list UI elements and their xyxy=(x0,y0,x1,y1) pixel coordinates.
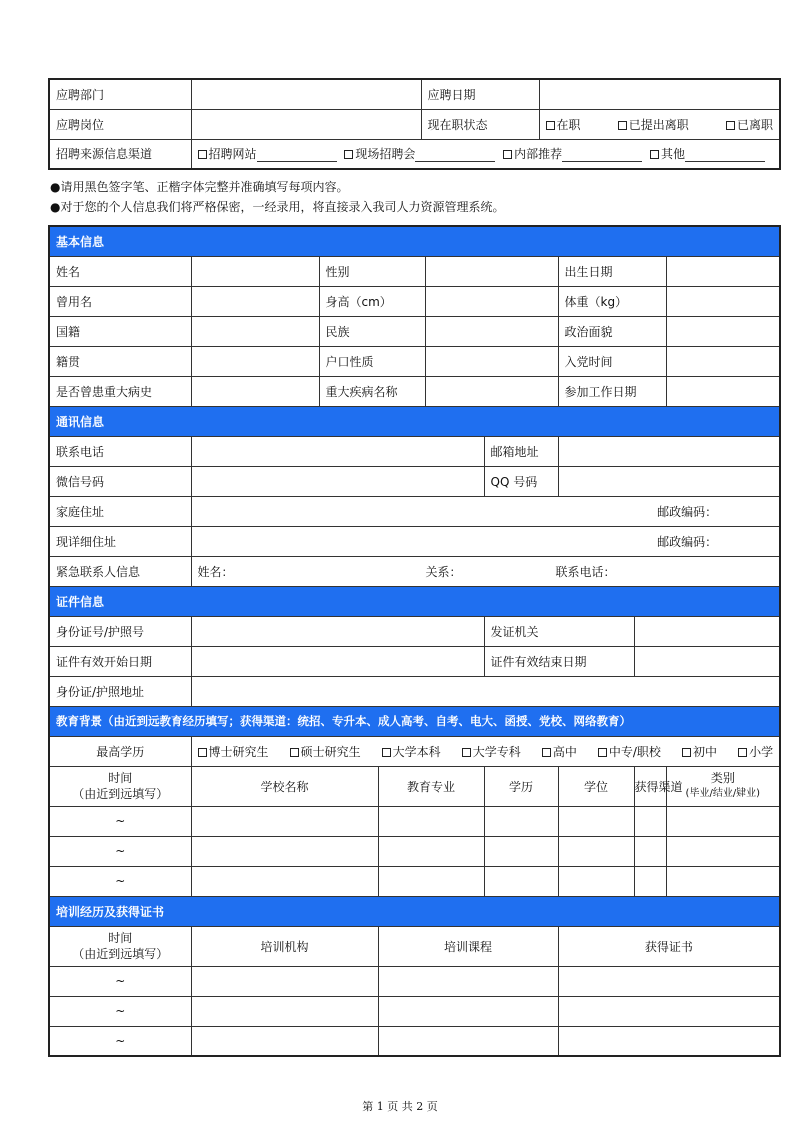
height-label: 身高（cm） xyxy=(319,286,425,316)
source-option[interactable]: 招聘网站 xyxy=(198,145,337,162)
train-row-org[interactable] xyxy=(191,966,378,996)
checkbox-icon[interactable] xyxy=(726,121,735,130)
emergency-relation-label: 关系： xyxy=(425,565,462,579)
checkbox-icon[interactable] xyxy=(198,748,207,757)
edu-row-time[interactable]: ~ xyxy=(49,866,191,896)
checkbox-icon[interactable] xyxy=(650,150,659,159)
political-label: 政治面貌 xyxy=(558,316,666,346)
edu-row-time[interactable]: ~ xyxy=(49,806,191,836)
wechat-input[interactable] xyxy=(191,466,484,496)
status-option[interactable]: 已离职 xyxy=(726,116,773,133)
edu-row-level[interactable] xyxy=(484,806,558,836)
degree-option[interactable]: 硕士研究生 xyxy=(290,743,361,760)
status-option[interactable]: 在职 xyxy=(546,116,581,133)
edu-major-header: 教育专业 xyxy=(378,766,484,806)
edu-row-type[interactable] xyxy=(666,806,780,836)
qq-input[interactable] xyxy=(558,466,780,496)
edu-row-major[interactable] xyxy=(378,866,484,896)
former-name-label: 曾用名 xyxy=(49,286,191,316)
train-row-time[interactable]: ~ xyxy=(49,996,191,1026)
checkbox-icon[interactable] xyxy=(598,748,607,757)
party-date-label: 入党时间 xyxy=(558,346,666,376)
train-course-header: 培训课程 xyxy=(378,926,558,966)
train-row-time[interactable]: ~ xyxy=(49,1026,191,1056)
hukou-input[interactable] xyxy=(425,346,558,376)
edu-row-degree[interactable] xyxy=(558,806,634,836)
edu-level-header: 学历 xyxy=(484,766,558,806)
instruction-line: ●请用黑色签字笔、正楷字体完整并准确填写每项内容。 xyxy=(50,180,349,194)
train-row-course[interactable] xyxy=(378,966,558,996)
native-place-input[interactable] xyxy=(191,346,319,376)
illness-name-input[interactable] xyxy=(425,376,558,406)
edu-row-level[interactable] xyxy=(484,836,558,866)
current-address-label: 现详细住址 xyxy=(49,526,191,556)
id-number-input[interactable] xyxy=(191,616,484,646)
degree-option[interactable]: 中专/职校 xyxy=(598,743,661,760)
date-input[interactable] xyxy=(539,79,780,109)
train-time-header: 时间 （由近到远填写） xyxy=(49,926,191,966)
source-option[interactable]: 现场招聘会 xyxy=(344,145,495,162)
source-option[interactable]: 内部推荐 xyxy=(503,145,642,162)
degree-option[interactable]: 大学专科 xyxy=(462,743,521,760)
instruction-line: ●对于您的个人信息我们将严格保密，一经录用，将直接录入我司人力资源管理系统。 xyxy=(50,200,505,214)
illness-name-label: 重大疾病名称 xyxy=(319,376,425,406)
valid-start-label: 证件有效开始日期 xyxy=(49,646,191,676)
email-input[interactable] xyxy=(558,436,780,466)
work-start-label: 参加工作日期 xyxy=(558,376,666,406)
edu-school-header: 学校名称 xyxy=(191,766,378,806)
valid-end-label: 证件有效结束日期 xyxy=(484,646,634,676)
ethnicity-label: 民族 xyxy=(319,316,425,346)
former-name-input[interactable] xyxy=(191,286,319,316)
political-input[interactable] xyxy=(666,316,780,346)
emergency-label: 紧急联系人信息 xyxy=(49,556,191,586)
application-form-table xyxy=(48,225,781,1057)
train-row-course[interactable] xyxy=(378,1026,558,1056)
checkbox-icon[interactable] xyxy=(290,748,299,757)
edu-channel-header: 获得渠道 xyxy=(634,766,666,806)
dept-label: 应聘部门 xyxy=(49,79,191,109)
native-place-label: 籍贯 xyxy=(49,346,191,376)
train-org-header: 培训机构 xyxy=(191,926,378,966)
edu-row-channel[interactable] xyxy=(634,836,666,866)
train-row-course[interactable] xyxy=(378,996,558,1026)
checkbox-icon[interactable] xyxy=(198,150,207,159)
name-input[interactable] xyxy=(191,256,319,286)
section-training: 培训经历及获得证书 xyxy=(49,896,780,926)
nationality-label: 国籍 xyxy=(49,316,191,346)
weight-input[interactable] xyxy=(666,286,780,316)
section-education: 教育背景（由近到远教育经历填写；获得渠道：统招、专升本、成人高考、自考、电大、函授、党校、网络教育） xyxy=(49,706,780,736)
instructions xyxy=(50,177,504,217)
home-address-input[interactable] xyxy=(191,496,780,526)
emergency-input[interactable] xyxy=(191,556,780,586)
nationality-input[interactable] xyxy=(191,316,319,346)
gender-input[interactable] xyxy=(425,256,558,286)
edu-row-major[interactable] xyxy=(378,836,484,866)
status-label: 现在职状态 xyxy=(421,109,539,139)
page-footer: 第 1 页 共 2 页 xyxy=(362,1100,438,1113)
illness-history-input[interactable] xyxy=(191,376,319,406)
edu-degree-header: 学位 xyxy=(558,766,634,806)
position-label: 应聘岗位 xyxy=(49,109,191,139)
home-address-label: 家庭住址 xyxy=(49,496,191,526)
edu-row-degree[interactable] xyxy=(558,836,634,866)
email-label: 邮箱地址 xyxy=(484,436,558,466)
edu-row-type[interactable] xyxy=(666,866,780,896)
train-row-time[interactable]: ~ xyxy=(49,966,191,996)
edu-row-channel[interactable] xyxy=(634,866,666,896)
edu-row-school[interactable] xyxy=(191,836,378,866)
phone-input[interactable] xyxy=(191,436,484,466)
degree-option[interactable]: 高中 xyxy=(542,743,577,760)
edu-time-header: 时间 （由近到远填写） xyxy=(49,766,191,806)
checkbox-icon[interactable] xyxy=(542,748,551,757)
work-start-input[interactable] xyxy=(666,376,780,406)
id-number-label: 身份证号/护照号 xyxy=(49,616,191,646)
section-contact-info: 通讯信息 xyxy=(49,406,780,436)
id-address-input[interactable] xyxy=(191,676,780,706)
id-address-label: 身份证/护照地址 xyxy=(49,676,191,706)
train-row-cert[interactable] xyxy=(558,996,780,1026)
qq-label: QQ 号码 xyxy=(484,466,558,496)
degree-option[interactable]: 初中 xyxy=(682,743,717,760)
postcode-label: 邮政编码： xyxy=(657,504,718,519)
degree-option[interactable]: 大学本科 xyxy=(382,743,441,760)
edu-row-level[interactable] xyxy=(484,866,558,896)
gender-label: 性别 xyxy=(319,256,425,286)
name-label: 姓名 xyxy=(49,256,191,286)
source-option[interactable]: 其他 xyxy=(650,145,765,162)
train-row-cert[interactable] xyxy=(558,1026,780,1056)
date-label: 应聘日期 xyxy=(421,79,539,109)
source-options xyxy=(191,139,780,169)
highest-degree-label: 最高学历 xyxy=(49,736,191,766)
issuer-label: 发证机关 xyxy=(484,616,634,646)
edu-row-type[interactable] xyxy=(666,836,780,866)
position-input[interactable] xyxy=(191,109,421,139)
edu-row-channel[interactable] xyxy=(634,806,666,836)
ethnicity-input[interactable] xyxy=(425,316,558,346)
degree-option[interactable]: 小学 xyxy=(738,743,773,760)
party-date-input[interactable] xyxy=(666,346,780,376)
highest-degree-options xyxy=(191,736,780,766)
wechat-label: 微信号码 xyxy=(49,466,191,496)
train-cert-header: 获得证书 xyxy=(558,926,780,966)
checkbox-icon[interactable] xyxy=(462,748,471,757)
edu-row-school[interactable] xyxy=(191,806,378,836)
edu-row-school[interactable] xyxy=(191,866,378,896)
checkbox-icon[interactable] xyxy=(382,748,391,757)
degree-option[interactable]: 博士研究生 xyxy=(198,743,269,760)
source-label: 招聘来源信息渠道 xyxy=(49,139,191,169)
hukou-label: 户口性质 xyxy=(319,346,425,376)
emergency-phone-label: 联系电话： xyxy=(555,565,616,579)
height-input[interactable] xyxy=(425,286,558,316)
checkbox-icon[interactable] xyxy=(546,121,555,130)
weight-label: 体重（kg） xyxy=(558,286,666,316)
checkbox-icon[interactable] xyxy=(738,748,747,757)
valid-start-input[interactable] xyxy=(191,646,484,676)
edu-type-header: 类别 (毕业/结业/肄业) xyxy=(666,766,780,806)
dept-input[interactable] xyxy=(191,79,421,109)
status-option[interactable]: 已提出离职 xyxy=(618,116,689,133)
train-row-org[interactable] xyxy=(191,996,378,1026)
train-row-cert[interactable] xyxy=(558,966,780,996)
checkbox-icon[interactable] xyxy=(344,150,353,159)
status-options xyxy=(539,109,780,139)
current-address-input[interactable] xyxy=(191,526,780,556)
edu-row-major[interactable] xyxy=(378,806,484,836)
phone-label: 联系电话 xyxy=(49,436,191,466)
valid-end-input[interactable] xyxy=(634,646,780,676)
checkbox-icon[interactable] xyxy=(618,121,627,130)
train-row-org[interactable] xyxy=(191,1026,378,1056)
birthdate-input[interactable] xyxy=(666,256,780,286)
section-basic-info: 基本信息 xyxy=(49,226,780,256)
issuer-input[interactable] xyxy=(634,616,780,646)
postcode-label: 邮政编码： xyxy=(657,534,718,549)
application-header-table xyxy=(48,78,781,170)
illness-history-label: 是否曾患重大病史 xyxy=(49,376,191,406)
edu-row-degree[interactable] xyxy=(558,866,634,896)
edu-row-time[interactable]: ~ xyxy=(49,836,191,866)
checkbox-icon[interactable] xyxy=(503,150,512,159)
checkbox-icon[interactable] xyxy=(682,748,691,757)
birthdate-label: 出生日期 xyxy=(558,256,666,286)
emergency-name-label: 姓名： xyxy=(197,565,234,579)
section-id-info: 证件信息 xyxy=(49,586,780,616)
